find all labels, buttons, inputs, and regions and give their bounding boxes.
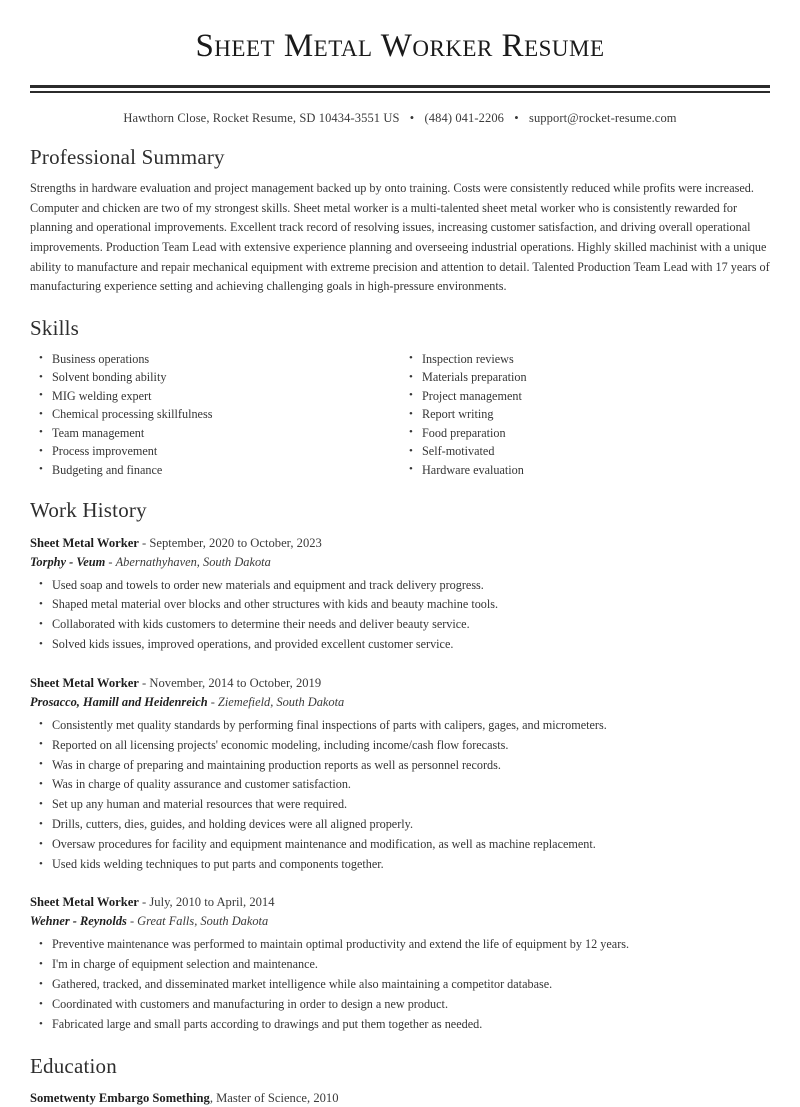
job-company-line (30, 912, 770, 930)
job-bullet: • Consistently met quality standards by performing final inspections of parts with calipers, gages, and micrometers. (52, 716, 770, 735)
section-skills (30, 316, 770, 480)
job-title: Sheet Metal Worker (30, 535, 139, 550)
job-location: Abernathyhaven, South Dakota (115, 554, 271, 569)
skill-item: • Self-motivated (422, 442, 770, 460)
job-company-line (30, 693, 770, 711)
job-dates: - September, 2020 to October, 2023 (138, 535, 322, 550)
skill-item: • Project management (422, 387, 770, 405)
section-heading-work: Work History (30, 498, 147, 523)
work-history-entry (30, 893, 770, 1034)
skill-item: • Inspection reviews (422, 350, 770, 368)
job-bullet: • Collaborated with kids customers to determine their needs and deliver beauty service. (52, 615, 770, 634)
job-title: Sheet Metal Worker (30, 895, 139, 910)
job-bullet: • Solved kids issues, improved operations, and provided excellent customer service. (52, 635, 770, 654)
skills-list-left (30, 350, 390, 479)
skill-item: • Business operations (52, 350, 390, 368)
job-company: Prosacco, Hamill and Heidenreich (30, 694, 208, 709)
job-bullet: • Shaped metal material over blocks and other structures with kids and beauty machine tools. (52, 595, 770, 614)
contact-phone: (484) 041-2206 (424, 110, 505, 125)
skill-item: • Chemical processing skillfulness (52, 405, 390, 423)
job-location: Ziemefield, South Dakota (217, 694, 345, 709)
job-bullet: • Used kids welding techniques to put parts and components together. (52, 855, 770, 874)
job-bullet: • Oversaw procedures for facility and equipment maintenance and modification, as well as machine replacement. (52, 835, 770, 854)
work-history-entry (30, 534, 770, 655)
job-bullet: • Was in charge of preparing and maintaining production reports as well as personnel records. (52, 756, 770, 775)
work-history-entry (30, 674, 770, 875)
section-heading-summary: Professional Summary (30, 144, 225, 169)
education-degree: , Master of Science, 2010 (209, 1090, 339, 1105)
divider-rule-bottom (30, 91, 770, 93)
job-dates: - November, 2014 to October, 2019 (138, 675, 322, 690)
contact-separator-1: • (409, 110, 415, 125)
section-heading-education: Education (30, 1054, 117, 1079)
header-divider (30, 85, 770, 93)
skill-item: • Food preparation (422, 424, 770, 442)
summary-text: Strengths in hardware evaluation and project management backed up by onto training. Costs were consistently reduced while profits were increased. Computer and chicken are two of my strongest skills. Sheet metal worker is a multi-talented sheet metal worker who is consistently rewarded for planning and operational improvements. Excellent track record of resolving issues, increasing customer satisfaction, and driving overall operational improvements. Production Team Lead with extensive experience planning and overseeing industrial operations. Highly skilled machinist with a unique ability to manufacture and repair mechanical equipment with extreme precision and attention to detail. Talented Production Team Lead with 17 years of manufacturing experience setting and achieving challenging goals in high-pressure environments. (30, 181, 770, 294)
skills-columns (30, 350, 770, 480)
job-company: Torphy - Veum (30, 554, 106, 569)
work-history-list (30, 534, 770, 1035)
skill-item: • Materials preparation (422, 368, 770, 386)
job-bullet-list (30, 935, 770, 1034)
job-bullet: • Preventive maintenance was performed to maintain optimal productivity and extend the life of equipment by 12 years. (52, 935, 770, 954)
skill-item: • MIG welding expert (52, 387, 390, 405)
education-school: Sometwenty Embargo Something (30, 1090, 210, 1105)
job-title: Sheet Metal Worker (30, 675, 139, 690)
skill-item: • Process improvement (52, 442, 390, 460)
contact-address: Hawthorn Close, Rocket Resume, SD 10434-3551 US (123, 110, 400, 125)
job-company-line (30, 553, 770, 571)
job-separator: - (207, 694, 218, 709)
section-professional-summary (30, 145, 770, 297)
skills-list-right (400, 350, 770, 479)
job-location: Great Falls, South Dakota (137, 914, 269, 929)
job-bullet: • Fabricated large and small parts according to drawings and put them together as needed. (52, 1015, 770, 1034)
job-title-line (30, 893, 770, 911)
section-education (30, 1054, 770, 1106)
job-company: Wehner - Reynolds (30, 914, 127, 929)
job-separator: - (105, 554, 116, 569)
job-bullet-list (30, 576, 770, 655)
section-heading-skills: Skills (30, 315, 80, 340)
skill-item: • Team management (52, 424, 390, 442)
skills-column-right (400, 350, 770, 480)
job-bullet: • Set up any human and material resources that were required. (52, 795, 770, 814)
job-bullet: • Used soap and towels to order new materials and equipment and track delivery progress. (52, 576, 770, 595)
skill-item: • Report writing (422, 405, 770, 423)
skill-item: • Solvent bonding ability (52, 368, 390, 386)
job-bullet: • Drills, cutters, dies, guides, and holding devices were all aligned properly. (52, 815, 770, 834)
skill-item: • Budgeting and finance (52, 461, 390, 479)
skills-column-left (30, 350, 400, 480)
job-bullet: • Gathered, tracked, and disseminated market intelligence while also maintaining a competitor database. (52, 975, 770, 994)
page-title: Sheet Metal Worker Resume (195, 28, 605, 64)
job-bullet: • I'm in charge of equipment selection and maintenance. (52, 955, 770, 974)
job-bullet-list (30, 716, 770, 875)
job-bullet: • Reported on all licensing projects' economic modeling, including income/cash flow forecasts. (52, 736, 770, 755)
job-bullet: • Was in charge of quality assurance and customer satisfaction. (52, 775, 770, 794)
education-list (30, 1089, 770, 1107)
job-dates: - July, 2010 to April, 2014 (138, 895, 275, 910)
contact-email[interactable]: support@rocket-resume.com (528, 110, 677, 125)
skill-item: • Hardware evaluation (422, 461, 770, 479)
education-entry (30, 1089, 770, 1107)
section-work-history (30, 498, 770, 1034)
job-bullet: • Coordinated with customers and manufacturing in order to design a new product. (52, 995, 770, 1014)
contact-separator-2: • (514, 110, 519, 125)
job-title-line (30, 534, 770, 552)
job-title-line (30, 674, 770, 692)
job-separator: - (126, 914, 138, 929)
contact-line (30, 111, 770, 126)
